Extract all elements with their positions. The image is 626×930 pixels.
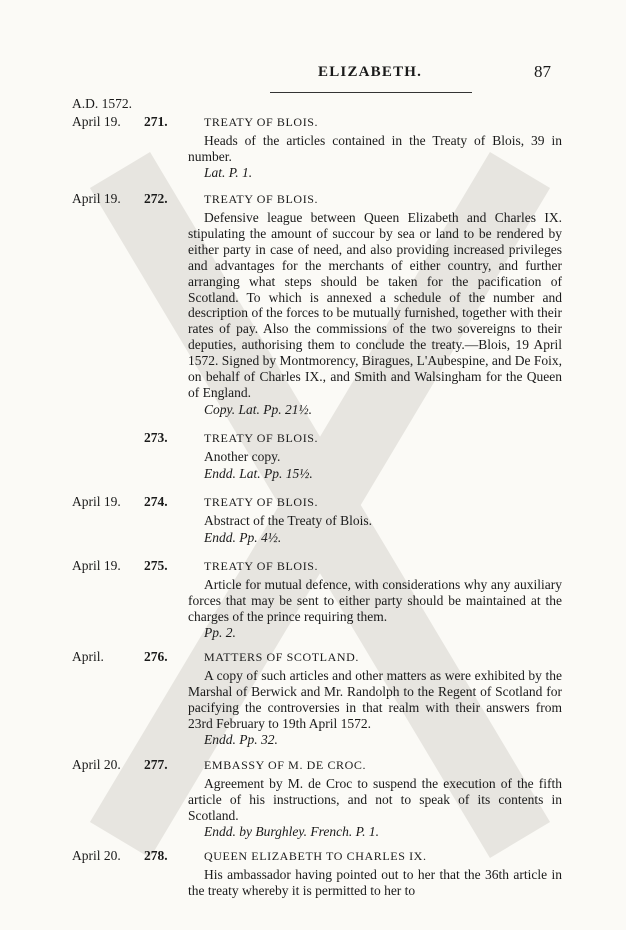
entry-date: April 19. <box>72 114 121 129</box>
entry-text: Heads of the articles contained in the Treaty of Blois, 39 in number. <box>188 133 562 164</box>
entry-ref: Endd. by Burghley. French. P. 1. <box>204 824 379 839</box>
entry-text: Article for mutual defence, with considerations why any auxiliary forces that may be sent to either party should be maintained at the charges of the prince requiring them. <box>188 577 562 624</box>
header-rule <box>270 92 472 93</box>
entry-text: Defensive league between Queen Elizabeth and Charles IX. stipulating the amount of succour by sea or land to be rendered by either party in case of need, and also providing increased privileges and advantages for the merchants of either country, and further arranging what steps should be taken for the pacification of Scotland. To which is annexed a schedule of the number and description of the forces to be mutually furnished, together with their rates of pay. Also the commissions of the two sovereigns to their deputies, authorising them to conclude the treaty.—Blois, 19 April 1572. Signed by Montmorency, Biragues, L'Aubespine, and De Foix, on behalf of Charles IX., and Smith and Walsingham for the Queen of England. <box>188 210 562 400</box>
entry-date: April 19. <box>72 191 121 206</box>
entry-ref: Copy. Lat. Pp. 21½. <box>204 402 313 417</box>
entry-ref: Pp. 2. <box>204 625 236 640</box>
entry-title: TREATY OF BLOIS. <box>204 192 319 206</box>
entry-text: A copy of such articles and other matters as were exhibited by the Marshal of Berwick and Mr. Randolph to the Regent of Scotland for pacifying the controversies in that realm with their answers from 23rd February to 19th April 1572. <box>188 668 562 731</box>
entry-text: Another copy. <box>204 449 281 464</box>
entry-date: April 19. <box>72 494 121 509</box>
entry-date: April 20. <box>72 848 121 863</box>
entry-number: 278. <box>144 848 168 863</box>
running-head-title: ELIZABETH. <box>318 64 423 80</box>
entry-title: EMBASSY OF M. DE CROC. <box>204 758 367 772</box>
entry-ref: Endd. Pp. 32. <box>204 732 278 747</box>
entry-number: 271. <box>144 114 168 129</box>
entry-text: Abstract of the Treaty of Blois. <box>204 513 372 528</box>
page-number: 87 <box>534 62 551 81</box>
entry-text: His ambassador having pointed out to her that the 36th article in the treaty whereby it is permitted to her to <box>188 867 562 898</box>
entry-ref: Endd. Lat. Pp. 15½. <box>204 466 313 481</box>
entry-ref: Endd. Pp. 4½. <box>204 530 282 545</box>
entry-date: April. <box>72 649 104 664</box>
entry-title: QUEEN ELIZABETH TO CHARLES IX. <box>204 849 427 863</box>
entry-title: TREATY OF BLOIS. <box>204 559 319 573</box>
entry-text: Agreement by M. de Croc to suspend the execution of the fifth article of his instructions, and not to speak of its contents in Scotland. <box>188 776 562 823</box>
entry-title: MATTERS OF SCOTLAND. <box>204 650 360 664</box>
entry-title: TREATY OF BLOIS. <box>204 431 319 445</box>
entry-date: April 20. <box>72 757 121 772</box>
year-label: A.D. 1572. <box>72 96 132 111</box>
entry-number: 277. <box>144 757 168 772</box>
entry-date: April 19. <box>72 558 121 573</box>
entry-number: 273. <box>144 430 168 445</box>
entry-ref: Lat. P. 1. <box>204 165 253 180</box>
entry-number: 272. <box>144 191 168 206</box>
entry-title: TREATY OF BLOIS. <box>204 495 319 509</box>
entry-number: 275. <box>144 558 168 573</box>
entry-number: 276. <box>144 649 168 664</box>
running-head <box>0 62 626 86</box>
entry-number: 274. <box>144 494 168 509</box>
entry-title: TREATY OF BLOIS. <box>204 115 319 129</box>
